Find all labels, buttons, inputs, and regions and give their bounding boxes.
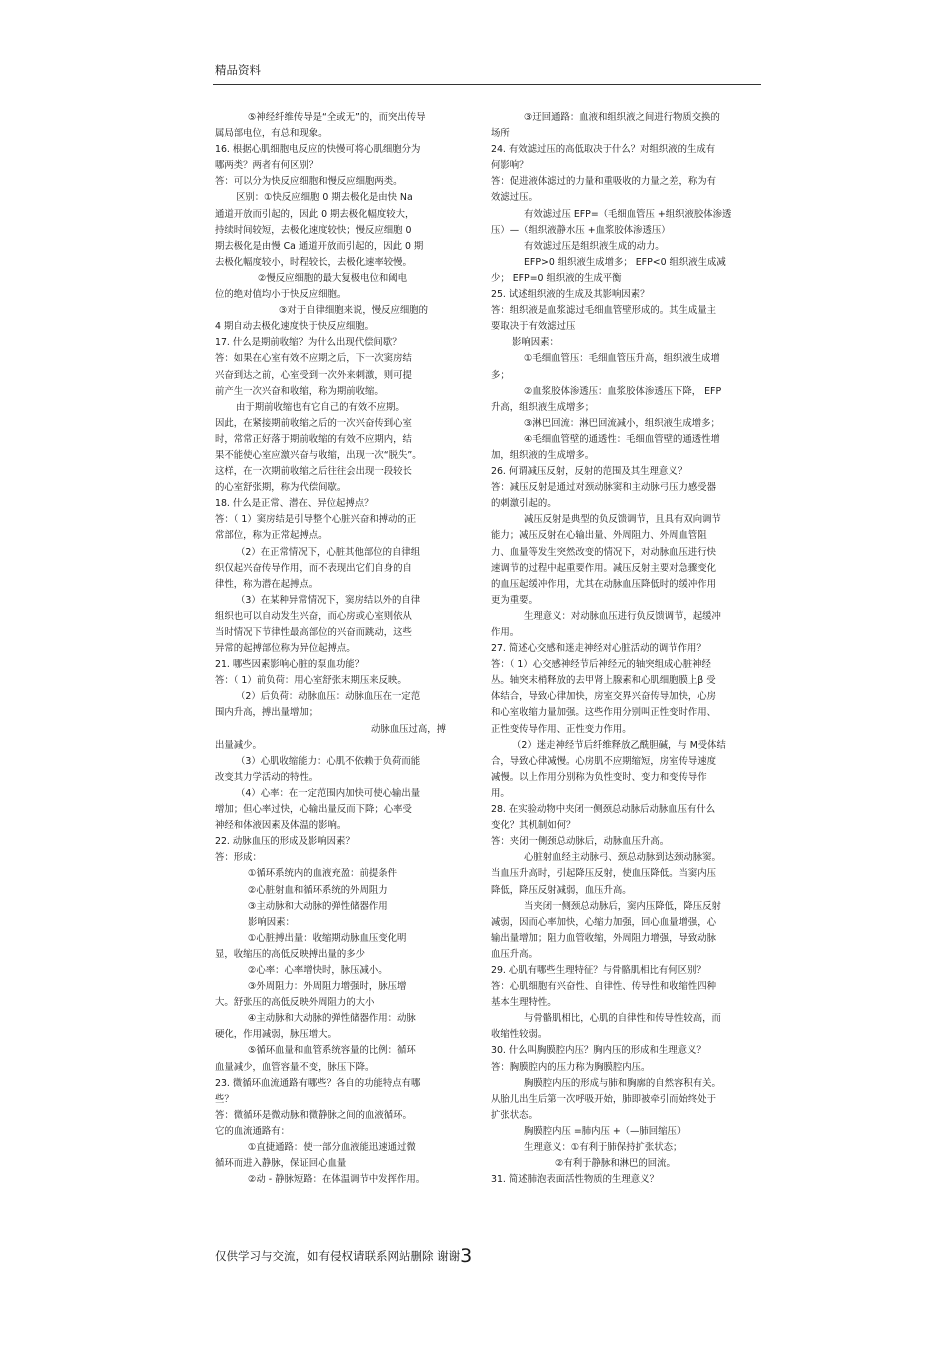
text-line: 30. 什么叫胸膜腔内压？胸内压的形成和生理意义？ <box>491 1045 706 1057</box>
text-line: 大。舒张压的高低反映外周阻力的大小 <box>215 997 375 1009</box>
text-line: ①循环系统内的血液充盈：前提条件 <box>248 868 398 880</box>
text-line: 的血压起缓冲作用，尤其在动脉血压降低时的缓冲作用 <box>491 578 717 590</box>
text-line: ②慢反应细胞的最大复极电位和阈电 <box>258 272 408 284</box>
text-line: 少； EFP=0 组织液的生成平衡 <box>491 272 622 284</box>
text-line: 答：可以分为快反应细胞和慢反应细胞两类。 <box>215 176 403 188</box>
text-line: 当血压升高时，引起降压反射，使血压降低。当窦内压 <box>491 868 717 880</box>
text-line: 影响因素： <box>248 916 295 928</box>
text-line: 26. 何谓减压反射，反射的范围及其生理意义？ <box>491 466 688 478</box>
text-line: 体结合，导致心律加快，房室交界兴奋传导加快，心房 <box>491 691 717 703</box>
text-line: 显，收缩压的高低反映搏出量的多少 <box>215 948 366 960</box>
text-line: 增加；但心率过快，心输出量反而下降；心率受 <box>215 804 412 816</box>
text-line: 答：如果在心室有效不应期之后，下一次窦房结 <box>215 353 412 365</box>
text-line: ⑤神经纤维传导是“全或无”的，而突出传导 <box>248 112 426 123</box>
text-line: 律性，称为潜在起搏点。 <box>215 578 319 590</box>
text-line: 基本生理特性。 <box>491 997 557 1009</box>
text-line: 因此，在紧接期前收缩之后的一次兴奋传到心室 <box>215 417 412 429</box>
text-line: 收缩性较弱。 <box>491 1029 548 1041</box>
text-line: 兴奋到达之前，心室受到一次外来刺激，则可提 <box>215 369 412 381</box>
text-line: 生理意义：对动脉血压进行负反馈调节，起缓冲 <box>524 610 721 622</box>
text-line: 29. 心肌有哪些生理特征？与骨骼肌相比有何区别？ <box>491 964 706 976</box>
text-line: 循环而进入静脉，保证回心血量 <box>215 1158 347 1170</box>
text-line: 些？ <box>215 1093 234 1105</box>
text-line: 18. 什么是正常、潜在、异位起搏点？ <box>215 498 374 510</box>
text-line: ③主动脉和大动脉的弹性储器作用 <box>248 900 388 912</box>
text-line: 能力；减压反射在心输出量、外周阻力、外周血管阻 <box>491 530 707 542</box>
right-text-column <box>491 110 739 1188</box>
text-line: 何影响？ <box>491 160 529 172</box>
text-line: ⑤循环血量和血管系统容量的比例：循环 <box>248 1045 416 1057</box>
text-line: 前产生一次兴奋和收缩，称为期前收缩。 <box>215 385 384 397</box>
text-line: 28. 在实验动物中夹闭一侧颈总动脉后动脉血压有什么 <box>491 804 716 816</box>
text-line: 答：夹闭一侧颈总动脉后，动脉血压升高。 <box>491 836 670 848</box>
text-line: 当时情况下节律性最高部位的兴奋而跳动，这些 <box>215 627 412 638</box>
text-line: 从胎儿出生后第一次呼吸开始，肺即被牵引而始终处于 <box>491 1093 717 1105</box>
text-line: 当夹闭一侧颈总动脉后，窦内压降低，降压反射 <box>524 900 721 912</box>
text-line: 去极化幅度较小，时程较长，去极化速率较慢。 <box>215 256 412 268</box>
text-line: 21. 哪些因素影响心脏的泵血功能？ <box>215 659 365 671</box>
text-line: 升高，组织液生成增多； <box>491 401 595 413</box>
text-line: 时，常常正好落于期前收缩的有效不应期内，结 <box>215 433 412 445</box>
text-line: 血量减少，血管容量不变，脉压下降。 <box>215 1061 375 1073</box>
text-line: 多； <box>491 369 510 381</box>
text-line: 有效滤过压是组织液生成的动力。 <box>524 240 665 252</box>
text-line: 25. 试述组织液的生成及其影响因素？ <box>491 289 650 301</box>
text-line: 答：促进液体滤过的力量和重吸收的力量之差，称为有 <box>491 176 717 188</box>
text-line: 减慢。以上作用分别称为负性变时、变力和变传导作 <box>491 771 707 783</box>
text-line: 24. 有效滤过压的高低取决于什么？对组织液的生成有 <box>491 144 716 156</box>
text-line: 组织也可以自动发生兴奋，而心房或心室则依从 <box>215 610 412 622</box>
text-line: （3）在某种异常情况下，窦房结以外的自律 <box>236 594 421 606</box>
text-line: 通道开放而引起的，因此 0 期去极化幅度较大， <box>215 208 415 220</box>
text-line: 影响因素： <box>512 337 559 349</box>
text-line: 的心室舒张期，称为代偿间歇。 <box>215 482 347 494</box>
text-line: ①直捷通路：使一部分血液能迅速通过微 <box>248 1142 416 1153</box>
text-line: ④主动脉和大动脉的弹性储器作用：动脉 <box>248 1013 416 1025</box>
text-line: 的刺激引起的。 <box>491 498 557 510</box>
text-line: 常部位，称为正常起搏点。 <box>215 530 328 542</box>
text-line: （2）在正常情况下，心脏其他部位的自律组 <box>236 546 421 558</box>
text-line: 围内升高，搏出量增加； <box>215 707 319 719</box>
text-line: 答：微循环是微动脉和微静脉之间的血液循环。 <box>215 1109 412 1121</box>
text-line: 27. 简述心交感和迷走神经对心脏活动的调节作用？ <box>491 643 706 655</box>
text-line: 它的血流通路有： <box>215 1125 291 1137</box>
text-line: 答：心肌细胞有兴奋性、自律性、传导性和收缩性四种 <box>491 981 717 993</box>
text-line: 23. 微循环血流通路有哪些？各自的功能特点有哪 <box>215 1077 421 1089</box>
text-line: EFP>0 组织液生成增多； EFP<0 组织液生成减 <box>524 256 726 268</box>
text-line: 答：胸膜腔内的压力称为胸膜腔内压。 <box>491 1061 651 1073</box>
text-line: 答：减压反射是通过对颈动脉窦和主动脉弓压力感受器 <box>491 482 717 494</box>
text-line: 与骨骼肌相比，心肌的自律性和传导性较高，而 <box>524 1013 721 1025</box>
text-line: 减压反射是典型的负反馈调节，且具有双向调节 <box>524 514 721 526</box>
text-line: 答：（ 1）前负荷：用心室舒张末期压来反映。 <box>215 675 407 687</box>
text-line: 果不能使心室应激兴奋与收缩，出现一次“脱失”。 <box>215 449 422 461</box>
text-line: 有效滤过压 EFP=（毛细血管压 +组织液胶体渗透 <box>524 208 732 220</box>
text-line: 场所 <box>491 128 510 140</box>
text-line: ④毛细血管壁的通透性：毛细血管壁的通透性增 <box>524 433 720 445</box>
text-line: 加，组织液的生成增多。 <box>491 449 595 461</box>
text-line: 这样，在一次期前收缩之后往往会出现一段较长 <box>215 466 412 478</box>
text-line: 区别：①快反应细胞 0 期去极化是由快 Na <box>236 192 413 204</box>
text-line: 胸膜腔内压的形成与肺和胸廓的自然容积有关。 <box>524 1077 721 1089</box>
page-number: 3 <box>460 1245 473 1267</box>
text-line: 硬化，作用减弱，脉压增大。 <box>215 1029 337 1041</box>
text-line: 速调节的过程中起重要作用。减压反射主要对急骤变化 <box>491 562 717 574</box>
text-line: 丛。轴突末梢释放的去甲肾上腺素和心肌细胞膜上β 受 <box>491 675 716 687</box>
text-line: ③外周阻力：外周阻力增强时，脉压增 <box>248 981 407 993</box>
text-line: 更为重要。 <box>491 594 538 606</box>
text-line: 位的绝对值均小于快反应细胞。 <box>215 289 347 301</box>
text-line: 答：（ 1）窦房结是引导整个心脏兴奋和搏动的正 <box>215 514 417 526</box>
text-line: 力、血量等发生突然改变的情况下，对动脉血压进行快 <box>491 546 717 558</box>
text-line: 生理意义：①有利于肺保持扩张状态； <box>524 1142 683 1153</box>
text-line: 改变其力学活动的特性。 <box>215 771 319 783</box>
footer-note: 仅供学习与交流，如有侵权请联系网站删除 谢谢 <box>215 1249 461 1263</box>
text-line: 16. 根据心肌细胞电反应的快慢可将心肌细胞分为 <box>215 144 421 156</box>
text-line: 血压升高。 <box>491 948 538 960</box>
text-line: 合，导致心律减慢。心房肌不应期缩短，房室传导速度 <box>491 755 717 767</box>
text-line: 作用。 <box>491 627 520 638</box>
page-header: 精品资料 <box>215 63 261 77</box>
text-line: 正性变传导作用、正性变力作用。 <box>491 723 632 735</box>
text-line: 动脉血压过高，搏 <box>371 723 447 735</box>
text-line: （4）心率：在一定范围内加快可使心输出量 <box>236 787 421 799</box>
text-line: 心脏射血经主动脉弓、颈总动脉到达颈动脉窦。 <box>524 852 721 864</box>
text-line: （2）迷走神经节后纤维释放乙酰胆碱，与 M受体结 <box>512 739 726 751</box>
text-line: 变化？其机制如何？ <box>491 820 576 832</box>
text-line: 31. 简述肺泡表面活性物质的生理意义？ <box>491 1174 659 1186</box>
text-line: 织仅起兴奋传导作用，而不表现出它们自身的自 <box>215 562 412 574</box>
text-line: （3）心肌收缩能力：心肌不依赖于负荷而能 <box>236 755 421 767</box>
text-line: ①毛细血管压：毛细血管压升高，组织液生成增 <box>524 353 720 365</box>
text-line: 哪两类？两者有何区别？ <box>215 160 319 172</box>
text-line: ②心率：心率增快时，脉压减小。 <box>248 964 388 976</box>
text-line: 胸膜腔内压 =肺内压 +（—肺回缩压） <box>524 1125 687 1137</box>
text-line: ③对于自律细胞来说，慢反应细胞的 <box>279 305 429 317</box>
text-line: 压）—（组织液静水压 +血浆胶体渗透压） <box>491 224 671 236</box>
page-footer <box>215 1247 472 1265</box>
text-line: ②动 - 静脉短路：在体温调节中发挥作用。 <box>248 1174 426 1186</box>
text-line: 异常的起搏部位称为异位起搏点。 <box>215 643 356 655</box>
text-line: 由于期前收缩也有它自己的有效不应期。 <box>236 401 405 413</box>
text-line: ③淋巴回流：淋巴回流减小，组织液生成增多； <box>524 417 720 429</box>
text-line: 属局部电位，有总和现象。 <box>215 128 328 140</box>
text-line: 17. 什么是期前收缩？为什么出现代偿间歇？ <box>215 337 402 349</box>
text-line: ②血浆胶体渗透压：血浆胶体渗透压下降， EFP <box>524 385 722 397</box>
text-line: 要取决于有效滤过压 <box>491 321 576 333</box>
text-line: 出量减少。 <box>215 739 262 751</box>
text-line: （2）后负荷：动脉血压：动脉血压在一定范 <box>236 691 421 703</box>
text-line: 答：（ 1）心交感神经节后神经元的轴突组成心脏神经 <box>491 659 711 671</box>
text-line: ②有利于静脉和淋巴的回流。 <box>555 1158 676 1170</box>
text-line: ③迂回通路：血液和组织液之间进行物质交换的 <box>524 112 720 123</box>
text-line: 效滤过压。 <box>491 192 538 204</box>
text-line: 减弱，因而心率加快，心缩力加强，回心血量增强，心 <box>491 916 717 928</box>
text-line: 22. 动脉血压的形成及影响因素？ <box>215 836 355 848</box>
text-line: 持续时间较短，去极化速度较快；慢反应细胞 0 <box>215 224 412 236</box>
text-line: 答：组织液是血浆滤过毛细血管壁形成的。其生成量主 <box>491 305 717 317</box>
text-line: 扩张状态。 <box>491 1109 538 1121</box>
left-text-column <box>215 110 463 1188</box>
text-line: 和心室收缩力量加强。这些作用分别叫正性变时作用、 <box>491 707 717 719</box>
text-line: 用。 <box>491 787 510 799</box>
text-line: ②心脏射血和循环系统的外周阻力 <box>248 884 388 896</box>
header-divider <box>213 84 761 85</box>
text-line: 4 期自动去极化速度快于快反应细胞。 <box>215 321 374 333</box>
text-line: 输出量增加；阻力血管收缩，外周阻力增强，导致动脉 <box>491 932 717 944</box>
text-line: ①心脏搏出量：收缩期动脉血压变化明 <box>248 932 407 944</box>
text-line: 降低，降压反射减弱，血压升高。 <box>491 884 632 896</box>
text-line: 神经和体液因素及体温的影响。 <box>215 820 347 832</box>
text-line: 期去极化是由慢 Ca 通道开放而引起的，因此 0 期 <box>215 240 424 252</box>
text-line: 答：形成： <box>215 852 262 864</box>
